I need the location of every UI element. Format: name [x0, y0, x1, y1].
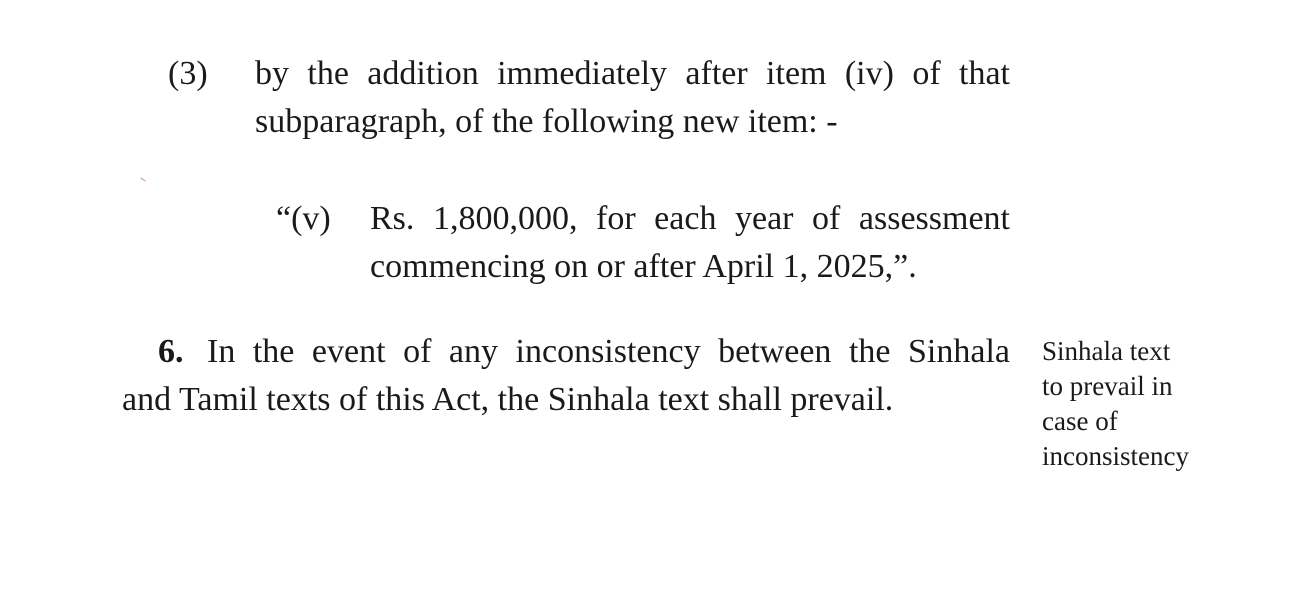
marginal-note-line-2: to prevail in	[1042, 371, 1173, 401]
marginal-note-line-1: Sinhala text	[1042, 336, 1171, 366]
item-v-number: “(v)	[276, 200, 331, 237]
marginal-note	[1042, 334, 1242, 474]
marginal-note-line-4: inconsistency	[1042, 441, 1189, 471]
section-6-line-2: and Tamil texts of this Act, the Sinhala text shall prevail.	[122, 381, 894, 418]
item-3-number: (3)	[168, 55, 208, 92]
item-3-line-2: subparagraph, of the following new item: -	[255, 103, 838, 140]
stray-mark	[140, 177, 145, 181]
marginal-note-line-3: case of	[1042, 406, 1118, 436]
item-3-line-1: by the addition immediately after item (iv) of that	[255, 55, 1010, 92]
section-6-line-1: In the event of any inconsistency between the Sinhala	[207, 333, 1010, 370]
section-6-number: 6.	[158, 333, 184, 370]
item-v-line-2: commencing on or after April 1, 2025,”.	[370, 248, 917, 285]
item-v-line-1: Rs. 1,800,000, for each year of assessment	[370, 200, 1010, 237]
